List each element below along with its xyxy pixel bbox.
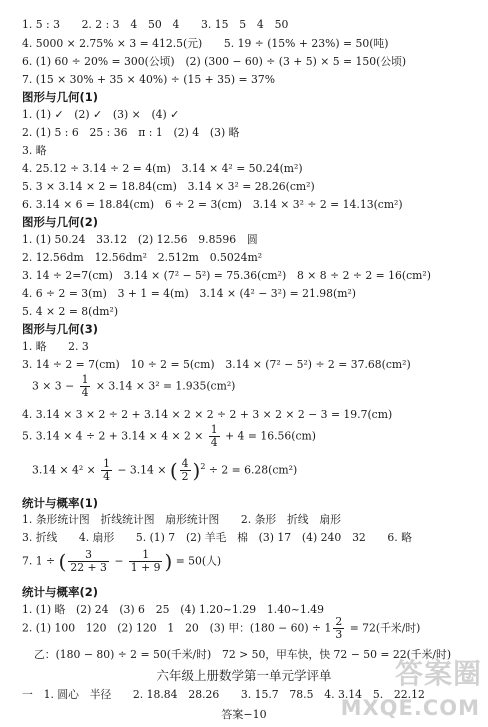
answer-line: 4. 25.12 ÷ 3.14 ÷ 2 = 4(m) 3.14 × 4² = 50.24(m²) [22, 162, 303, 175]
page-number: 答案−10 [221, 708, 267, 721]
answer-line: 4. 5000 × 2.75% × 3 = 412.5(元) 5. 19 ÷ (15% + 23%) = 50(吨) [22, 37, 389, 50]
answer-line-fraction [32, 374, 235, 399]
answer-line: 3. 14 ÷ 2 = 7(cm) 10 ÷ 2 = 5(cm) 3.14 × (7² − 5²) ÷ 2 = 37.68(cm²) [22, 358, 411, 371]
answer-line-fraction [22, 424, 316, 449]
fraction: $\frac{4}{2}$ [181, 457, 189, 483]
answer-line: 4. 3.14 × 3 × 2 ÷ 2 + 3.14 × 2 × 2 ÷ 2 + 3 × 2 × 2 − 3 = 19.7(cm) [22, 408, 393, 421]
answer-line-fraction [22, 616, 420, 641]
expr-part: 3 × 3 − [32, 379, 75, 393]
fraction: $\frac{3}{22 + 3}$ [70, 548, 107, 574]
answer-line: 1. (1) 50.24 33.12 (2) 12.56 9.8596 圆 [22, 233, 258, 246]
fraction: $\frac{1}{1 + 9}$ [130, 548, 161, 574]
expr-part: + 4 = 16.56(cm) [225, 429, 316, 443]
answer-line: 3. 折线 4. 扇形 5. (1) 7 (2) 羊毛 棉 (3) 17 (4) 240 32 6. 略 [22, 531, 412, 544]
expr-part: 7. 1 ÷ [22, 554, 56, 568]
expr-part: − 3.14 × [117, 463, 167, 477]
watermark-url: MXQE.COM [340, 696, 480, 720]
answer-line: 1. (1) ✓ (2) ✓ (3) × (4) ✓ [22, 108, 180, 121]
answer-line-fraction [22, 549, 221, 574]
answer-line: 2. 12.56dm 12.56dm² 2.512m 0.5024m² [22, 251, 263, 264]
answer-line: 5. 4 × 2 = 8(dm²) [22, 305, 119, 318]
answer-line: 5. 3 × 3.14 × 2 = 18.84(cm) 3.14 × 3² = 28.26(cm²) [22, 180, 315, 193]
expr-part: ÷ 2 = 6.28(cm²) [208, 463, 298, 477]
section-heading: 图形与几何(3) [22, 322, 99, 336]
answer-line: 4. 6 ÷ 2 = 3(m) 3 + 1 = 4(m) 3.14 × (4² − 3²) = 21.98(m²) [22, 287, 357, 300]
answer-line: 一 1. 圆心 半径 2. 18.84 28.26 3. 15.7 78.5 4. 3.14 5. 22.12 [22, 688, 425, 701]
section-heading: 图形与几何(2) [22, 215, 99, 229]
answer-line: 2. (1) 5 : 6 25 : 36 π : 1 (2) 4 (3) 略 [22, 126, 240, 139]
answer-line: 6. (1) 60 ÷ 20% = 300(公顷) (2) (300 − 60) ÷ (3 + 5) × 5 = 150(公顷) [22, 55, 407, 68]
answer-line: 3. 略 [22, 144, 47, 157]
answer-line: 1. 5 : 3 2. 2 : 3 4 50 4 3. 15 5 4 50 [22, 18, 289, 31]
answer-line: 3. 14 ÷ 2=7(cm) 3.14 × (7² − 5²) = 75.36(cm²) 8 × 8 ÷ 2 ÷ 2 = 16(cm²) [22, 269, 431, 282]
exponent: 2 [200, 461, 206, 471]
answer-line: 1. 条形统计图 折线统计图 扇形统计图 2. 条形 折线 扇形 [22, 513, 341, 526]
watermark-text: 答案圈 [394, 657, 482, 690]
answer-line: 1. (1) 略 (2) 24 (3) 6 25 (4) 1.20~1.29 1.40~1.49 [22, 603, 325, 616]
expr-part: − [114, 554, 124, 568]
expr-part: = 72(千米/时) [349, 621, 421, 635]
expr-part: × 3.14 × 3² = 1.935(cm²) [95, 379, 236, 393]
expr-part: 5. 3.14 × 4 ÷ 2 + 3.14 × 4 × 2 × [22, 429, 204, 443]
section-heading: 统计与概率(2) [22, 585, 99, 599]
fraction: $\frac{1}{4}$ [210, 423, 218, 449]
right-paren: ) [164, 549, 173, 574]
answer-line: 1. 略 2. 3 [22, 340, 89, 353]
expr-part: = 50(人) [175, 554, 222, 568]
fraction: $\frac{2}{3}$ [335, 615, 343, 641]
left-paren: ( [58, 549, 67, 574]
fraction: $\frac{1}{4}$ [103, 457, 110, 483]
page-title: 六年级上册数学第一单元学评单 [156, 668, 332, 683]
watermark-logo [340, 652, 484, 722]
right-paren: ) [192, 458, 201, 483]
fraction: $\frac{1}{4}$ [81, 373, 89, 399]
expr-part: 2. (1) 100 120 (2) 120 1 20 (3) 甲：(180 − 60) ÷ 1 [22, 621, 332, 635]
answer-line: 乙：(180 − 80) ÷ 2 = 50(千米/时) 72 > 50，甲车快，快 72 − 50 = 22(千米/时) [34, 648, 452, 661]
section-heading: 图形与几何(1) [22, 90, 99, 104]
section-heading: 统计与概率(1) [22, 496, 99, 510]
left-paren: ( [169, 458, 178, 483]
answer-line: 6. 3.14 × 6 = 18.84(cm) 6 ÷ 2 = 3(cm) 3.14 × 3² ÷ 2 = 14.13(cm²) [22, 198, 403, 211]
answer-line-fraction [32, 458, 297, 483]
expr-part: 3.14 × 4² × [32, 463, 96, 477]
answer-line: 7. (15 × 30% + 35 × 40%) ÷ (15 + 35) = 37% [22, 73, 275, 86]
